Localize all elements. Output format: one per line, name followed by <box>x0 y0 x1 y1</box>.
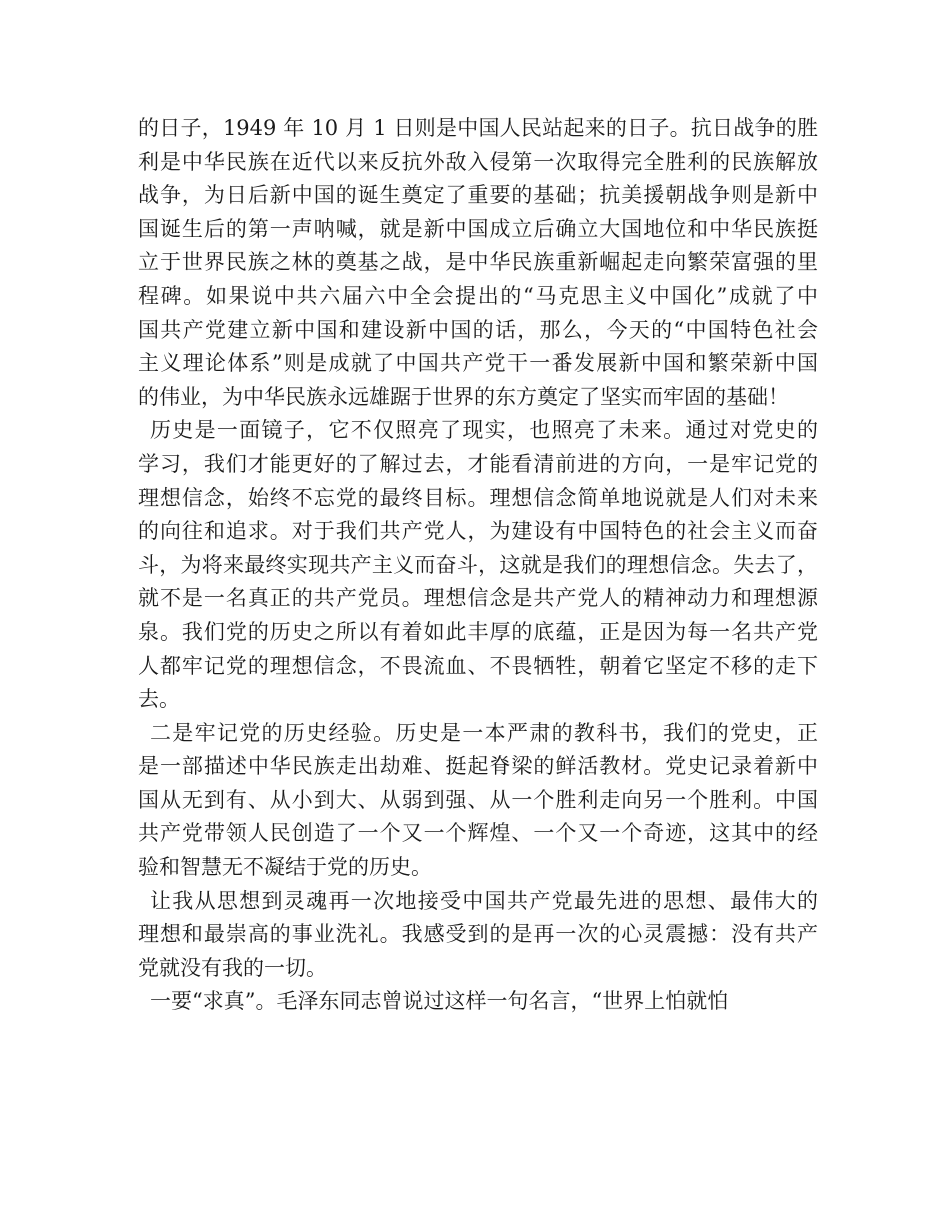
text-line: 验和智慧无不凝结于党的历史。 <box>138 855 432 880</box>
text-line: 的向往和追求。对于我们共产党人，为建设有中国特色的社会主义而奋 <box>138 519 818 544</box>
text-line: 斗，为将来最终实现共产主义而奋斗，这就是我们的理想信念。失去了， <box>138 552 818 577</box>
text-line: 就不是一名真正的共产党员。理想信念是共产党人的精神动力和理想源 <box>138 586 818 611</box>
text-line: 战争，为日后新中国的诞生奠定了重要的基础；抗美援朝战争则是新中 <box>138 183 818 208</box>
text-line: 泉。我们党的历史之所以有着如此丰厚的底蕴，正是因为每一名共产党 <box>138 619 818 644</box>
text-line: 的伟业，为中华民族永远雄踞于世界的东方奠定了坚实而牢固的基础！ <box>138 384 789 409</box>
text-line: 人都牢记党的理想信念，不畏流血、不畏牺牲，朝着它坚定不移的走下 <box>138 653 818 678</box>
text-line: 的日子，1949 年 10 月 1 日则是中国人民站起来的日子。抗日战争的胜 <box>138 116 818 140</box>
text-line: 利是中华民族在近代以来反抗外敌入侵第一次取得完全胜利的民族解放 <box>138 149 818 174</box>
paragraph-first-line: 让我从思想到灵魂再一次地接受中国共产党最先进的思想、最伟大的 <box>150 888 818 913</box>
text-line: 学习，我们才能更好的了解过去，才能看清前进的方向，一是牢记党的 <box>138 451 818 476</box>
paragraph-first-line: 一要“求真”。毛泽东同志曾说过这样一句名言，“世界上怕就怕 <box>150 989 729 1014</box>
text-line: 国共产党建立新中国和建设新中国的话，那么，今天的“中国特色社会 <box>138 317 818 342</box>
text-line: 去。 <box>138 687 180 712</box>
text-line: 立于世界民族之林的奠基之战，是中华民族重新崛起走向繁荣富强的里 <box>138 250 818 275</box>
text-line: 共产党带领人民创造了一个又一个辉煌、一个又一个奇迹，这其中的经 <box>138 821 818 846</box>
text-line: 国诞生后的第一声呐喊，就是新中国成立后确立大国地位和中华民族挺 <box>138 216 818 241</box>
text-line: 理想信念，始终不忘党的最终目标。理想信念简单地说就是人们对未来 <box>138 485 818 510</box>
text-line: 理想和最崇高的事业洗礼。我感受到的是再一次的心灵震撼：没有共产 <box>138 922 818 947</box>
paragraph-first-line: 历史是一面镜子，它不仅照亮了现实，也照亮了未来。通过对党史的 <box>150 418 818 443</box>
document-body <box>138 112 818 1019</box>
text-line: 是一部描述中华民族走出劫难、挺起脊梁的鲜活教材。党史记录着新中 <box>138 754 818 779</box>
text-line: 主义理论体系”则是成就了中国共产党干一番发展新中国和繁荣新中国 <box>138 351 818 376</box>
paragraph-first-line: 二是牢记党的历史经验。历史是一本严肃的教科书，我们的党史，正 <box>150 720 818 745</box>
text-line: 党就没有我的一切。 <box>138 955 327 980</box>
text-line: 国从无到有、从小到大、从弱到强、从一个胜利走向另一个胜利。中国 <box>138 787 818 812</box>
text-line: 程碑。如果说中共六届六中全会提出的“马克思主义中国化”成就了中 <box>138 283 818 308</box>
